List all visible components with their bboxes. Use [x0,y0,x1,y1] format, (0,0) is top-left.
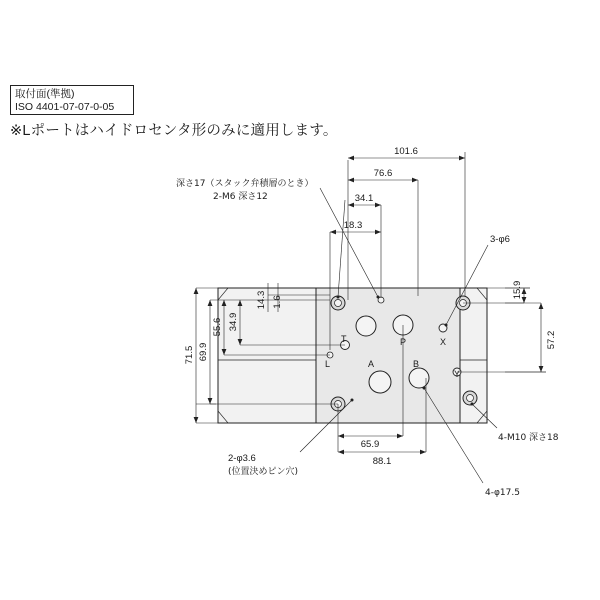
title-line-1: 取付面(準拠) [15,88,75,100]
dimension-arrows-bottom [338,434,426,455]
hole-m6-bottom-right-inner [467,395,474,402]
callout-4-phi175: 4-φ17.5 [485,488,520,498]
callout-pin-line1: 2-φ3.6 [228,453,256,464]
port-label-y: Y [454,369,461,379]
dim-57-2: 57.2 [546,330,557,350]
dim-14-3: 14.3 [256,290,267,310]
dim-34-9: 34.9 [228,312,239,332]
dim-15-9: 15.9 [512,280,523,300]
callout-4-m10: 4-M10 深さ18 [498,433,559,443]
port-label-p: P [400,337,407,347]
dim-69-9: 69.9 [198,342,209,362]
port-hole-a-lower [369,371,391,393]
dim-1-6: 1.6 [272,295,283,309]
callout-pin-line2: (位置決めピン穴) [228,467,299,477]
callout-depth17: 深さ17（スタック弁積層のとき） [176,179,314,189]
dim-76-6: 76.6 [373,168,393,179]
dim-18-3: 18.3 [343,220,363,231]
dim-65-9: 65.9 [360,439,380,450]
dim-34-1: 34.1 [354,193,374,204]
dim-71-5: 71.5 [184,345,195,365]
port-label-x: X [440,337,447,347]
callout-3-phi6: 3-φ6 [490,234,510,245]
dim-55-6: 55.6 [212,317,223,337]
note-text: ※Lポートはハイドロセンタ形のみに適用します。 [10,123,338,139]
port-hole-a-upper [356,316,376,336]
dim-88-1: 88.1 [372,456,392,467]
dim-101-6: 101.6 [394,146,418,157]
title-line-2: ISO 4401-07-07-0-05 [15,101,115,113]
port-label-a: A [368,359,375,369]
callout-2-m6: 2-M6 深さ12 [213,192,268,202]
dimension-arrows-right [522,288,544,372]
port-label-l: L [325,359,331,369]
port-label-b: B [413,359,420,369]
port-label-t: T [341,334,347,344]
hole-m6-left-inner [335,300,342,307]
